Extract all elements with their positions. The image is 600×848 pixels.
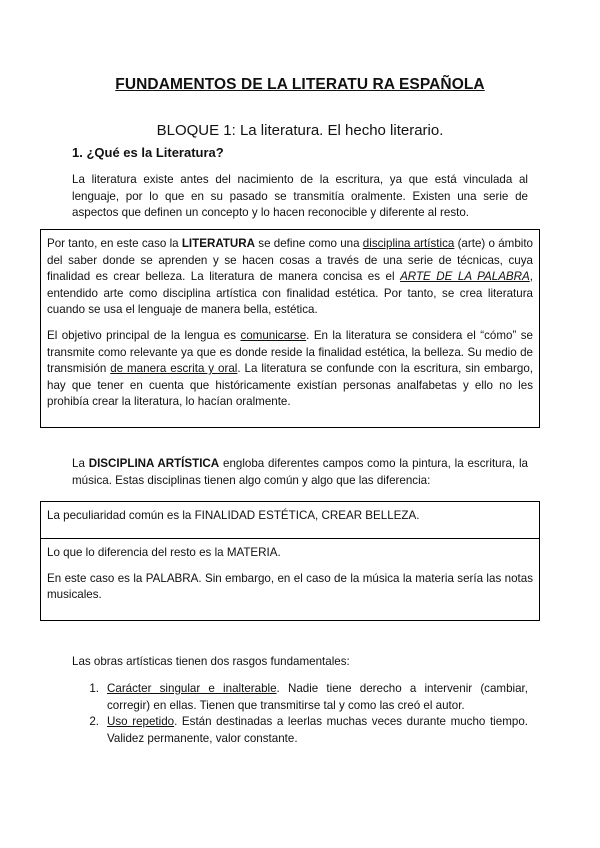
text-run: engloba diferentes campos como la pintura, la escritura, la música. Estas disciplinas tienen algo común y algo que las diferencia: [72, 457, 528, 487]
intro-paragraph: La literatura existe antes del nacimiento de la escritura, ya que está vinculada al lenguaje, por lo que en su pasado se transmitía oralmente. Existen una serie de aspectos que definen un concepto y lo hacen reconocible y diferente al resto. [72, 173, 528, 220]
list-item [72, 714, 528, 747]
underlined-term: Carácter singular e inalterable [107, 682, 277, 695]
section-title: 1. ¿Qué es la Literatura? [72, 145, 224, 160]
difference-text: Lo que lo diferencia del resto es la MATERIA. [47, 546, 281, 559]
rasgos-intro: Las obras artísticas tienen dos rasgos fundamentales: [72, 655, 350, 668]
text-run: . Están destinadas a leerlas muchas veces durante mucho tiempo. Validez permanente, valor constante. [107, 715, 528, 745]
list-item-text [107, 681, 528, 714]
common-trait-text: La peculiaridad común es la FINALIDAD ESTÉTICA, CREAR BELLEZA. [47, 509, 420, 522]
common-trait-box [40, 501, 540, 539]
bold-term-disciplina: DISCIPLINA ARTÍSTICA [88, 457, 220, 470]
text-run: El objetivo principal de la lengua es [47, 328, 241, 342]
disciplina-paragraph [72, 456, 528, 489]
difference-box [40, 538, 540, 621]
list-number: 1. [89, 682, 99, 695]
bold-term-literatura: LITERATURA [181, 237, 256, 250]
text-run: Por tanto, en este caso la [47, 237, 182, 250]
text-run: . La literatura se confunde con la escritura, sin embargo, hay que tener en cuenta que históricamente existían personas analfabetas y ello no les prohibía crear la literatura, lo hacían oralmente. [47, 362, 534, 409]
underlined-term: de manera escrita y oral [110, 362, 238, 376]
text-run: . Nadie tiene derecho a intervenir (cambiar, corregir) en ellas. Tienen que transmitirse tal y como las creó el autor. [107, 682, 528, 712]
definition-box [40, 229, 540, 428]
text-run: (arte) o ámbito del saber donde se aprenden y se hacen cosas a través de una serie de técnicas, cuya finalidad es crear belleza. La literatura de manera concisa es el [47, 237, 534, 284]
list-number: 2. [89, 715, 99, 729]
text-run: , entendido arte como disciplina artística con finalidad estética. Por tanto, se crea literatura cuando se usa el lenguaje de manera bella, estética. [47, 270, 533, 317]
italic-term-arte-palabra: ARTE DE LA PALABRA [400, 270, 530, 284]
text-run: se define como una [255, 237, 363, 250]
list-item-text [107, 714, 528, 747]
definition-paragraph [47, 236, 533, 319]
rasgos-list [72, 681, 528, 747]
list-item [72, 681, 528, 714]
underlined-term: Uso repetido [107, 715, 175, 729]
text-run: . En la literatura se considera el “cómo” se transmite como relevante ya que es donde reside la finalidad estética, la belleza. Su medio de transmisión [47, 328, 533, 376]
text-run: La [72, 457, 89, 470]
underlined-term: comunicarse [240, 328, 307, 342]
block-title: BLOQUE 1: La literatura. El hecho literario. [156, 122, 444, 139]
underlined-term: disciplina artística [362, 237, 455, 250]
objective-paragraph [47, 328, 533, 411]
materia-text: En este caso es la PALABRA. Sin embargo, en el caso de la música la materia sería las notas musicales. [47, 571, 533, 602]
document-title: FUNDAMENTOS DE LA LITERATU RA ESPAÑOLA [115, 76, 485, 93]
